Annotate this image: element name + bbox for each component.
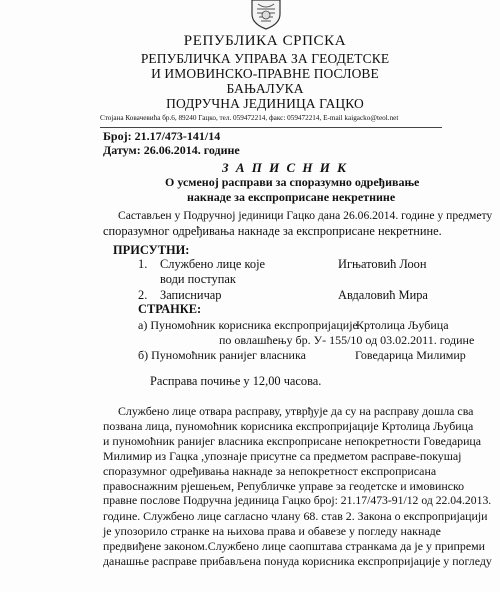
parties-heading: СТРАНКЕ: [138, 302, 202, 316]
header-unit: ПОДРУЧНА ЈЕДИНИЦА ГАЦКО [166, 96, 364, 111]
present-item-2-number: 2. [138, 288, 148, 302]
present-item-2-name: Авдаловић Мира [338, 288, 428, 302]
hearing-start: Расправа почиње у 12,00 часова. [150, 374, 322, 388]
present-item-2-role: Записничар [160, 288, 222, 302]
present-item-1-role: Службено лице које [160, 257, 266, 271]
document-date: Датум: 26.06.2014. године [103, 143, 240, 157]
body-line: споразумног одређивања накнаде за непокретност експроприсана [103, 464, 437, 478]
title-subline-1: О усменој расправи за споразумно одређивање [165, 175, 420, 189]
contact-line: Стојана Ковачевића бр.6, 89240 Гацко, тел. 059472214, факс: 059472214, E-mail kaigacko@teol.net [100, 114, 399, 122]
header-republic: РЕПУБЛИКА СРПСКА [183, 33, 347, 49]
body-line: Службено лице отвара расправу, утврђује да су на расправу дошла сва [118, 404, 474, 418]
party-b-name: Говедарица Милимир [355, 348, 466, 362]
present-item-1-role-cont: води поступак [160, 272, 236, 286]
present-heading: ПРИСУТНИ: [113, 243, 190, 257]
title-subline-2: накнаде за експроприсане некретнине [187, 190, 396, 204]
party-b-label: б) Пуномоћник ранијег власника [138, 348, 306, 362]
body-line: је упозорило странке на њихова права и обавезе у погледу накнаде [103, 524, 441, 538]
coat-of-arms-emblem [248, 0, 284, 30]
body-line: предвиђене законом.Службено лице саопштава странкама да је у припреми [103, 539, 486, 553]
header-administration: РЕПУБЛИЧКА УПРАВА ЗА ГЕОДЕТСКЕ [140, 51, 390, 66]
body-line: и пуномоћник ранијег власника експроприсане непокретности Говедарица [103, 434, 482, 448]
party-a-name: Кртолица Љубица [356, 318, 449, 332]
party-a-label: а) Пуномоћник корисника експропријације [138, 318, 358, 332]
header-city: БАЊАЛУКА [226, 81, 304, 96]
document-title: З А П И С Н И К [222, 160, 348, 175]
body-line: позвана лица, пуномоћник корисника експропријације Кртолица Љубица [103, 419, 474, 433]
body-line: Милимир из Гацка ,упознаје присутне са предметом расправе-покушај [103, 449, 462, 463]
present-item-1-number: 1. [138, 257, 148, 271]
intro-line-1: Састављен у Подручној јединици Гацко дана 26.06.2014. године у предмету [118, 209, 493, 222]
party-a-authorization: по овлашћењу бр. У- 155/10 од 03.02.2011. године [219, 333, 475, 347]
intro-line-2: споразумног одређивања накнаде за експроприсане некретнине. [103, 224, 442, 238]
header-rule [100, 127, 442, 128]
body-line: правне послове Подручна јединица Гацко број: 21.17/473-91/12 од 22.04.2013. [103, 494, 492, 507]
body-line: данашње расправе прибављена понуда корисника експропријације у погледу [103, 554, 492, 568]
header-affairs: И ИМОВИНСКО-ПРАВНЕ ПОСЛОВЕ [151, 66, 379, 81]
document-number: Број: 21.17/473-141/14 [103, 129, 221, 143]
body-line: правоснажним рјешењем, Републичке управе за геодетске и имовинско [103, 479, 465, 493]
body-line: године. Службено лице сагласно члану 68. став 2. Закона о експропријацији [103, 509, 488, 523]
present-item-1-name: Игњатовић Лоон [338, 257, 427, 271]
